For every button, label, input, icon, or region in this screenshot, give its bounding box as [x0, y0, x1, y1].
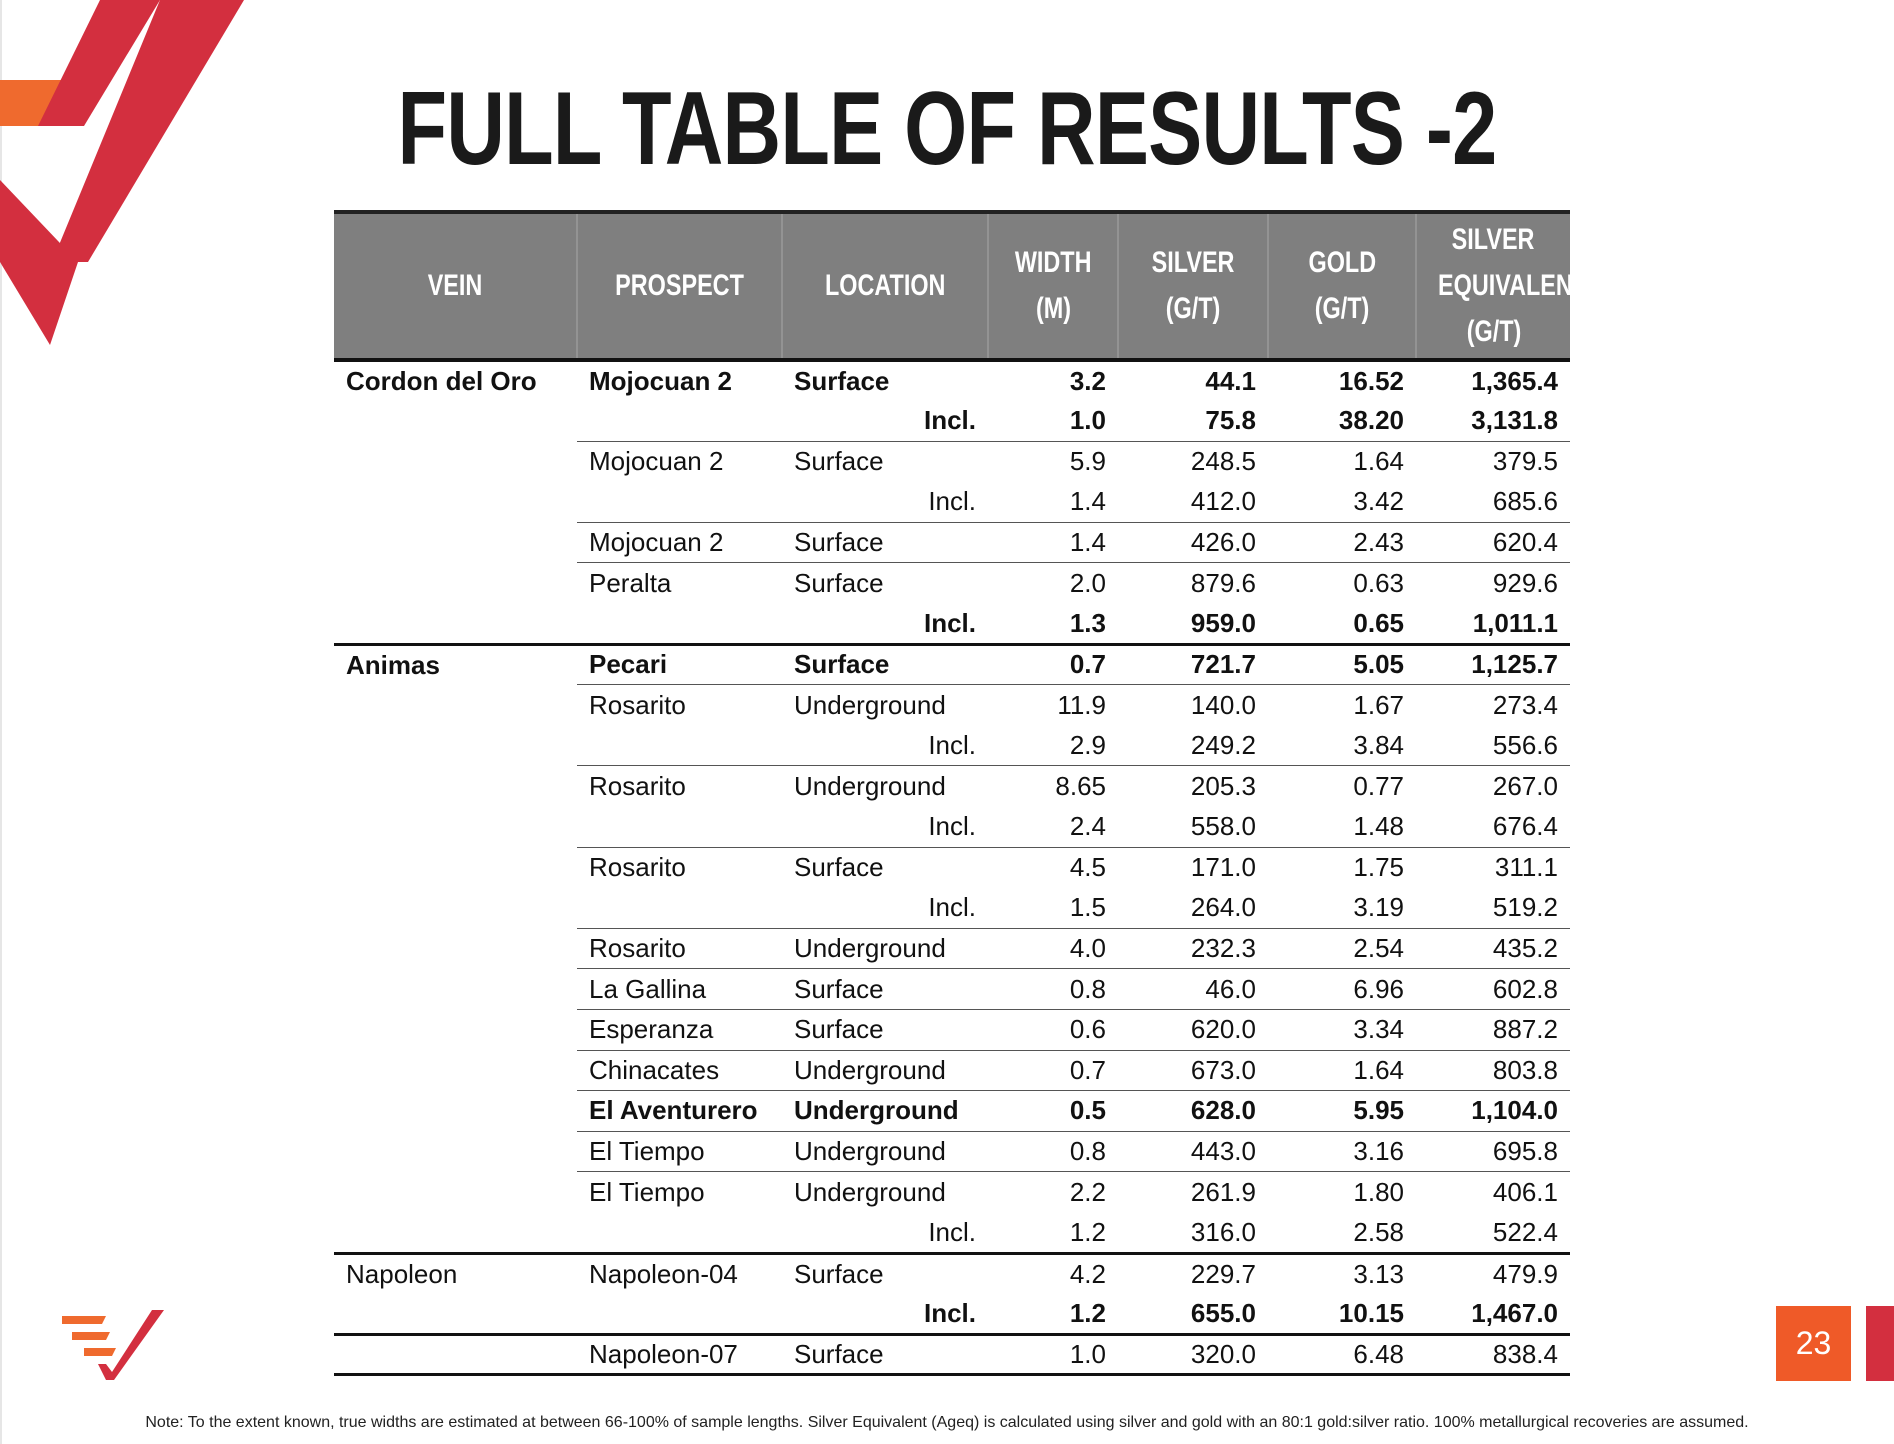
table-row [334, 1334, 1570, 1375]
cell-silver: 46.0 [1118, 969, 1268, 1010]
cell-incl: Incl. [782, 401, 988, 442]
cell-width: 2.9 [988, 725, 1118, 766]
cell-silver: 721.7 [1118, 644, 1268, 685]
cell-prospect: Mojocuan 2 [577, 522, 782, 563]
cell-gold: 1.64 [1353, 446, 1404, 477]
cell-silver: 959.0 [1118, 604, 1268, 645]
cell-vein [334, 604, 577, 645]
cell-ageq: 519.2 [1416, 888, 1570, 929]
cell-incl: Incl. [782, 888, 988, 929]
company-logo-icon [62, 1310, 172, 1386]
cell-width: 3.2 [988, 360, 1118, 401]
table-row [334, 604, 1570, 645]
column-header-text: SILVER [1151, 246, 1235, 279]
cell-silver: 558.0 [1118, 807, 1268, 848]
table-row [334, 847, 1570, 888]
cell-gold: 1.67 [1353, 689, 1404, 720]
cell-incl: Incl. [782, 482, 988, 523]
column-header-text: LOCATION [824, 269, 946, 302]
cell-vein [334, 482, 577, 523]
cell-silver: 249.2 [1118, 725, 1268, 766]
cell-vein: Cordon del Oro [334, 360, 577, 401]
cell-ageq: 803.8 [1416, 1050, 1570, 1091]
cell-ageq: 1,125.7 [1416, 644, 1570, 685]
cell-prospect: Rosarito [589, 770, 686, 801]
table-header-row [334, 212, 1570, 360]
table-row [334, 644, 1570, 685]
cell-ageq: 267.0 [1492, 770, 1558, 801]
table-body [334, 360, 1570, 1375]
table-row [334, 482, 1570, 523]
cell-location: Underground [782, 1091, 988, 1132]
cell-prospect: Rosarito [589, 852, 686, 883]
cell-location: Underground [782, 928, 988, 969]
cell-prospect [577, 888, 782, 929]
cell-vein [334, 1172, 577, 1213]
cell-prospect: Rosarito [589, 689, 686, 720]
cell-vein [334, 969, 577, 1010]
cell-vein [334, 522, 577, 563]
cell-ageq: 695.8 [1416, 1131, 1570, 1172]
cell-gold: 38.20 [1268, 401, 1416, 442]
table-row [334, 1212, 1570, 1253]
cell-gold: 5.95 [1268, 1091, 1416, 1132]
table-row [334, 1172, 1570, 1213]
table-row [334, 1131, 1570, 1172]
page-accent-strip [1866, 1306, 1894, 1381]
cell-silver: 232.3 [1118, 928, 1268, 969]
cell-ageq: 929.6 [1492, 568, 1558, 599]
cell-location: Surface [794, 852, 884, 883]
cell-vein [334, 928, 577, 969]
cell-prospect: Mojocuan 2 [589, 446, 724, 477]
cell-prospect [577, 1294, 782, 1335]
cell-silver: 879.6 [1190, 568, 1256, 599]
cell-ageq: 620.4 [1416, 522, 1570, 563]
cell-gold: 6.48 [1268, 1334, 1416, 1375]
cell-silver: 264.0 [1118, 888, 1268, 929]
cell-vein [334, 1334, 577, 1375]
cell-ageq: 435.2 [1416, 928, 1570, 969]
cell-location: Surface [782, 360, 988, 401]
cell-gold: 1.64 [1268, 1050, 1416, 1091]
cell-vein [334, 1050, 577, 1091]
table-row [334, 928, 1570, 969]
cell-incl: Incl. [782, 807, 988, 848]
column-header-silver-equivalent [1416, 212, 1588, 360]
cell-gold: 3.34 [1268, 1010, 1416, 1051]
cell-vein [334, 1091, 577, 1132]
cell-silver: 628.0 [1118, 1091, 1268, 1132]
cell-prospect: Pecari [577, 644, 782, 685]
cell-gold: 3.84 [1268, 725, 1416, 766]
cell-location: Surface [794, 568, 884, 599]
column-header-silver [1118, 212, 1268, 360]
results-table [334, 210, 1588, 1376]
cell-ageq: 522.4 [1416, 1212, 1570, 1253]
cell-silver: 248.5 [1190, 446, 1256, 477]
cell-gold: 3.42 [1268, 482, 1416, 523]
cell-prospect [577, 807, 782, 848]
cell-silver: 205.3 [1190, 770, 1256, 801]
table-row [334, 401, 1570, 442]
cell-location: Surface [794, 446, 884, 477]
cell-vein [334, 847, 577, 888]
cell-gold: 2.58 [1268, 1212, 1416, 1253]
cell-silver: 140.0 [1190, 689, 1256, 720]
column-header-text: PROSPECT [615, 269, 744, 302]
cell-incl: Incl. [782, 604, 988, 645]
cell-vein [334, 441, 577, 482]
cell-gold: 16.52 [1268, 360, 1416, 401]
footnote: Note: To the extent known, true widths are estimated at between 66-100% of sample lengths. Silver Equivalent (Ageq) is calculated using silver and gold with an 80:1 gold:silver ratio. 100% metallurgical recoveries are assumed. [145, 1414, 1749, 1431]
column-header-text: VEIN [427, 269, 483, 302]
table-row [334, 685, 1570, 726]
cell-prospect: Mojocuan 2 [577, 360, 782, 401]
cell-silver: 75.8 [1118, 401, 1268, 442]
cell-width: 0.7 [988, 1050, 1118, 1091]
cell-vein [334, 401, 577, 442]
column-header-vein [334, 212, 577, 360]
cell-ageq: 1,365.4 [1416, 360, 1570, 401]
cell-ageq: 556.6 [1416, 725, 1570, 766]
cell-prospect: La Gallina [577, 969, 782, 1010]
cell-prospect: El Tiempo [589, 1176, 705, 1207]
column-header-width [988, 212, 1118, 360]
table-row [334, 522, 1570, 563]
cell-location: Surface [782, 1010, 988, 1051]
table-row [334, 807, 1570, 848]
cell-width: 1.2 [988, 1294, 1118, 1335]
cell-location: Underground [782, 1050, 988, 1091]
results-table-container [334, 210, 1588, 1376]
cell-width: 4.5 [1069, 852, 1106, 883]
cell-width: 11.9 [1057, 689, 1106, 720]
column-header-text: EQUIVALENT [1438, 269, 1588, 302]
page-number-badge: 23 [1776, 1306, 1851, 1381]
cell-ageq: 685.6 [1416, 482, 1570, 523]
cell-gold: 0.65 [1268, 604, 1416, 645]
cell-width: 1.2 [988, 1212, 1118, 1253]
cell-ageq: 838.4 [1416, 1334, 1570, 1375]
table-row [334, 1294, 1570, 1335]
cell-ageq: 379.5 [1492, 446, 1558, 477]
cell-vein [334, 1212, 577, 1253]
cell-width: 1.3 [988, 604, 1118, 645]
column-header-location [782, 212, 988, 360]
cell-width: 0.8 [988, 1131, 1118, 1172]
cell-ageq: 1,011.1 [1416, 604, 1570, 645]
cell-prospect: Esperanza [577, 1010, 782, 1051]
cell-vein [334, 807, 577, 848]
cell-ageq: 311.1 [1494, 852, 1558, 883]
cell-width: 0.7 [988, 644, 1118, 685]
cell-silver: 320.0 [1118, 1334, 1268, 1375]
cell-width: 1.5 [988, 888, 1118, 929]
cell-ageq: 273.4 [1492, 689, 1558, 720]
cell-gold: 0.63 [1353, 568, 1404, 599]
cell-prospect: Peralta [589, 568, 672, 599]
cell-gold: 0.77 [1353, 770, 1404, 801]
cell-vein [334, 1294, 577, 1335]
cell-location: Surface [782, 522, 988, 563]
cell-silver: 426.0 [1118, 522, 1268, 563]
cell-gold: 3.13 [1353, 1258, 1404, 1289]
cell-ageq: 479.9 [1492, 1258, 1558, 1289]
cell-prospect: El Tiempo [577, 1131, 782, 1172]
table-row [334, 1253, 1570, 1294]
cell-silver: 655.0 [1118, 1294, 1268, 1335]
cell-silver: 171.0 [1190, 852, 1256, 883]
cell-prospect [577, 482, 782, 523]
cell-location: Underground [794, 1176, 946, 1207]
cell-prospect [577, 725, 782, 766]
cell-prospect [577, 1212, 782, 1253]
cell-gold: 3.19 [1268, 888, 1416, 929]
cell-silver: 261.9 [1190, 1176, 1256, 1207]
cell-incl: Incl. [782, 725, 988, 766]
cell-gold: 1.80 [1353, 1176, 1404, 1207]
cell-vein [334, 563, 577, 604]
column-header-text: (M) [1035, 292, 1071, 325]
cell-gold: 2.43 [1268, 522, 1416, 563]
cell-silver: 620.0 [1118, 1010, 1268, 1051]
cell-gold: 6.96 [1268, 969, 1416, 1010]
cell-vein [334, 725, 577, 766]
cell-width: 0.5 [988, 1091, 1118, 1132]
table-row [334, 888, 1570, 929]
cell-ageq: 602.8 [1416, 969, 1570, 1010]
column-header-text: SILVER [1452, 223, 1535, 256]
column-header-gold [1268, 212, 1416, 360]
cell-prospect [577, 401, 782, 442]
cell-width: 2.2 [1069, 1176, 1106, 1207]
cell-vein [334, 1010, 577, 1051]
table-row [334, 969, 1570, 1010]
cell-silver: 412.0 [1118, 482, 1268, 523]
cell-vein [334, 888, 577, 929]
cell-location: Underground [794, 689, 946, 720]
cell-gold: 5.05 [1268, 644, 1416, 685]
cell-ageq: 1,104.0 [1416, 1091, 1570, 1132]
column-header-text: GOLD [1308, 246, 1376, 279]
column-header-text: WIDTH [1014, 246, 1092, 279]
cell-ageq: 3,131.8 [1416, 401, 1570, 442]
cell-incl: Incl. [782, 1212, 988, 1253]
column-header-text: (G/T) [1466, 315, 1521, 348]
cell-prospect: Napoleon-04 [589, 1258, 738, 1289]
cell-gold: 1.48 [1268, 807, 1416, 848]
cell-location: Underground [782, 1131, 988, 1172]
table-row [334, 1091, 1570, 1132]
cell-width: 8.65 [1055, 770, 1106, 801]
cell-width: 5.9 [1069, 446, 1106, 477]
cell-silver: 673.0 [1118, 1050, 1268, 1091]
cell-width: 1.4 [988, 482, 1118, 523]
table-row [334, 563, 1570, 604]
cell-width: 2.4 [988, 807, 1118, 848]
table-row [334, 1050, 1570, 1091]
cell-vein [334, 685, 577, 726]
cell-prospect [577, 604, 782, 645]
cell-silver: 229.7 [1190, 1258, 1256, 1289]
table-row [334, 1010, 1570, 1051]
table-row [334, 766, 1570, 807]
cell-location: Surface [782, 644, 988, 685]
column-header-prospect [577, 212, 782, 360]
cell-vein: Animas [346, 649, 440, 680]
cell-gold: 1.75 [1353, 852, 1404, 883]
cell-width: 0.6 [988, 1010, 1118, 1051]
cell-ageq: 406.1 [1492, 1176, 1558, 1207]
cell-width: 4.2 [1069, 1258, 1106, 1289]
cell-width: 2.0 [1069, 568, 1106, 599]
column-header-text: (G/T) [1314, 292, 1370, 325]
cell-gold: 10.15 [1268, 1294, 1416, 1335]
cell-ageq: 887.2 [1416, 1010, 1570, 1051]
table-row [334, 360, 1570, 401]
cell-vein [334, 1131, 577, 1172]
page-title: FULL TABLE OF RESULTS -2 [397, 71, 1497, 187]
table-row [334, 441, 1570, 482]
cell-silver: 443.0 [1118, 1131, 1268, 1172]
cell-prospect: El Aventurero [577, 1091, 782, 1132]
cell-width: 1.0 [988, 401, 1118, 442]
cell-width: 4.0 [988, 928, 1118, 969]
cell-gold: 3.16 [1268, 1131, 1416, 1172]
cell-vein [334, 766, 577, 807]
cell-ageq: 1,467.0 [1416, 1294, 1570, 1335]
cell-width: 0.8 [988, 969, 1118, 1010]
table-row [334, 725, 1570, 766]
cell-gold: 2.54 [1268, 928, 1416, 969]
cell-width: 1.0 [988, 1334, 1118, 1375]
column-header-text: (G/T) [1165, 292, 1221, 325]
cell-incl: Incl. [782, 1294, 988, 1335]
cell-location: Surface [782, 969, 988, 1010]
cell-location: Surface [794, 1258, 884, 1289]
cell-silver: 44.1 [1118, 360, 1268, 401]
cell-silver: 316.0 [1118, 1212, 1268, 1253]
cell-vein: Napoleon [346, 1258, 458, 1289]
cell-ageq: 676.4 [1416, 807, 1570, 848]
cell-prospect: Rosarito [577, 928, 782, 969]
cell-prospect: Chinacates [577, 1050, 782, 1091]
cell-location: Surface [782, 1334, 988, 1375]
cell-location: Underground [794, 770, 946, 801]
cell-width: 1.4 [988, 522, 1118, 563]
cell-prospect: Napoleon-07 [577, 1334, 782, 1375]
